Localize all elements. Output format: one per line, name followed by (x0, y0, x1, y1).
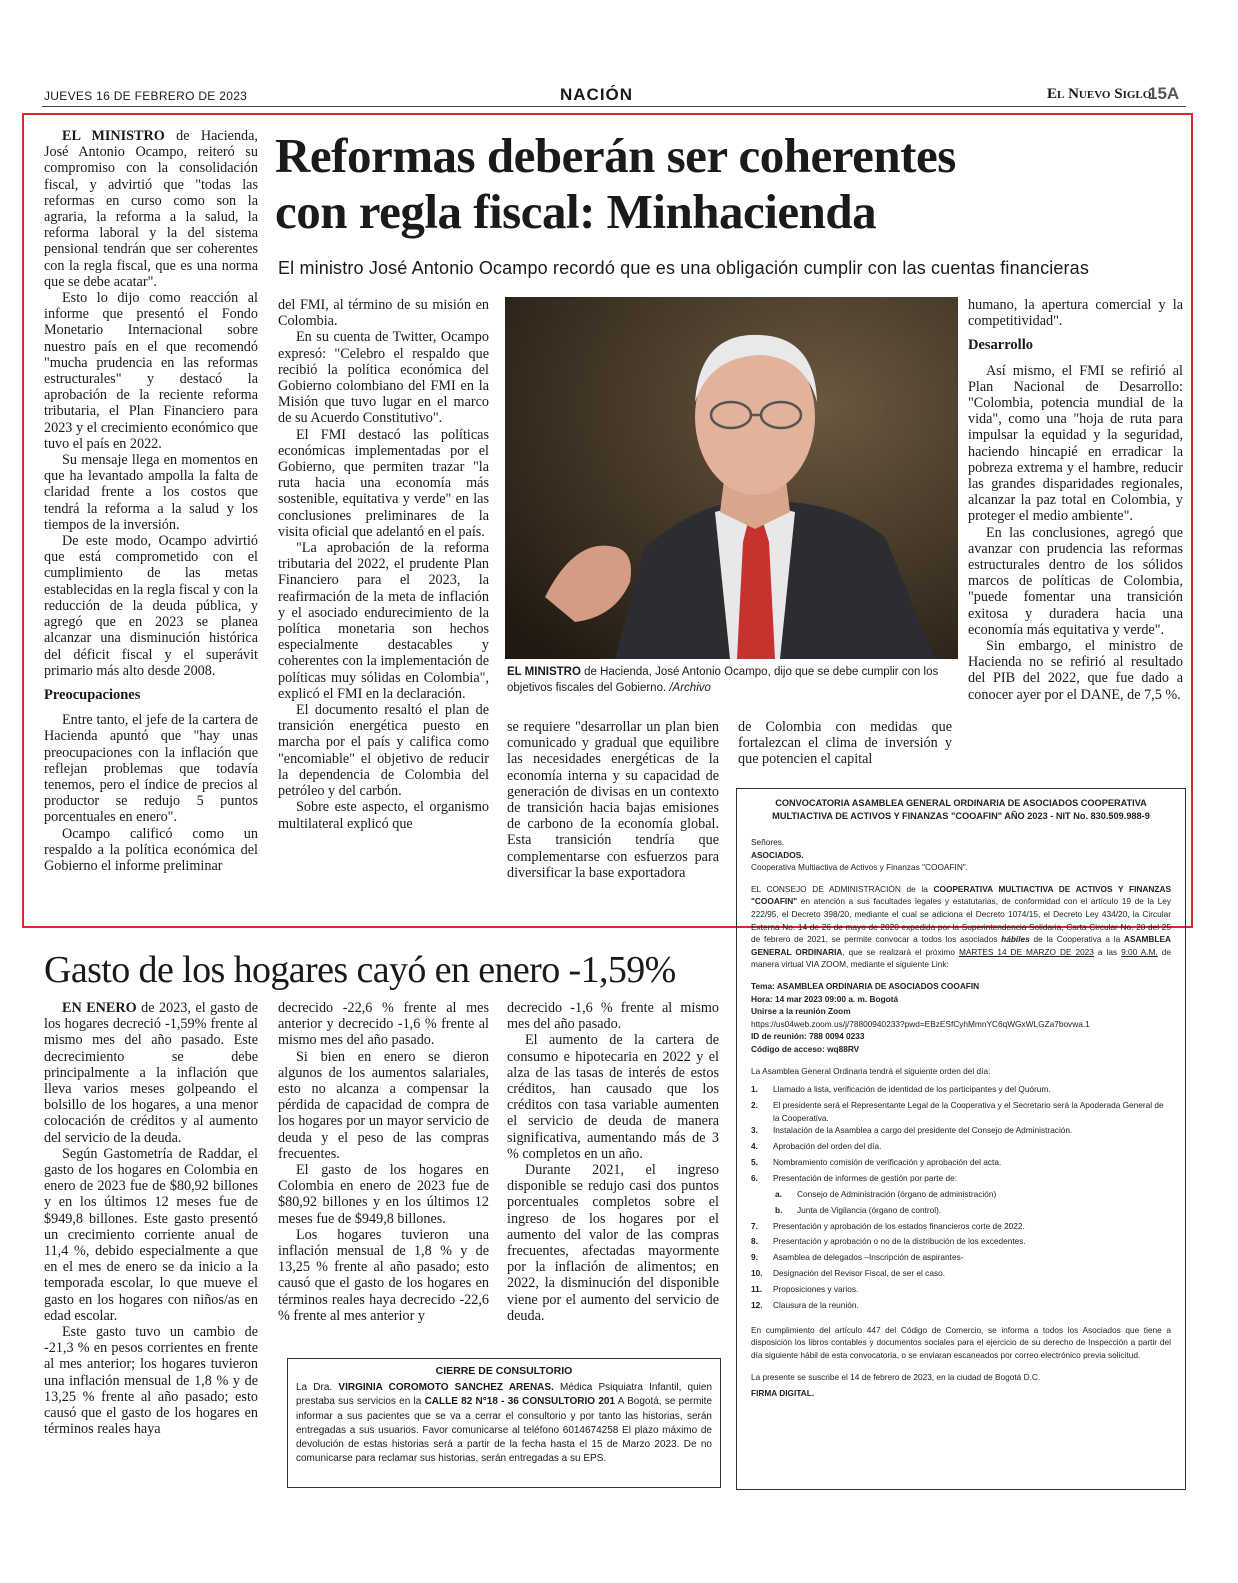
agenda-item-text: Clausura de la reunión. (773, 1299, 859, 1310)
agenda-item-text: Designación del Revisor Fiscal, de ser el caso. (773, 1268, 946, 1279)
photo-caption: EL MINISTRO de Hacienda, José Antonio Ocampo, dijo que se debe cumplir con los objetivos fiscales del Gobierno. /Archivo (507, 666, 939, 694)
agenda-item-number: 2. (751, 1099, 758, 1110)
agenda-item (751, 1220, 1171, 1236)
agenda-item-text: Instalación de la Asamblea a cargo del presidente del Consejo de Administración. (773, 1125, 1073, 1136)
agenda-item (751, 1188, 1171, 1204)
agenda-item-number: 1. (751, 1084, 758, 1095)
agenda-item (751, 1156, 1171, 1172)
agenda-item-text: Llamado a lista, verificación de identidad de los participantes y del Quórum. (773, 1084, 1051, 1095)
article-column-5: humano, la apertura comercial y la competitividad". Desarrollo Así mismo, el FMI se refirió al Plan Nacional de Desarrollo: "Colombia, potencia mundial de la vida", como una "hoja de ruta para impulsar la equidad y la seguridad, haciendo hincapié en erradicar la pobreza extrema y el hambre, reducir las grandes disparidades regionales, alcanzar la paz total en Colombia, y proteger el medio ambiente". En las conclusiones, agregó que avanzar con prudencia las reformas estructurales dentro de los sólidos marcos de políticas de Colombia, "puede fomentar una transición exitosa y duradera hacia una economía más equitativa y verde". Sin embargo, el ministro de Hacienda no se refirió al resultado del PIB del 2022, que fue dado a conocer ayer por el DANE, de 7,5 %. (968, 297, 1183, 703)
agenda-item (751, 1099, 1171, 1124)
article2-column-2: decrecido -22,6 % frente al mes anterior y decrecido -1,6 % frente al mismo mes del año pasado. Si bien en enero se dieron algunos de los aumentos salariales, esto no alcanza a compensar la pérdida de capacidad de compra de los hogares por un mayor servicio de deuda y el peso de las compras frecuentes. El gasto de los hogares en Colombia en enero de 2023 fue de $80,92 billones y en los últimos 12 meses fue de $949,8 billones. Los hogares tuvieron una inflación mensual de 1,8 % y de 13,25 % frente al año pasado; esto causó que el gasto de los hogares en términos reales haya decrecido -22,6 % frente al mes anterior y (278, 1000, 489, 1324)
article2-headline: Gasto de los hogares cayó en enero -1,59% (44, 949, 676, 991)
article-column-1: EL MINISTRO de Hacienda, José Antonio Ocampo, reiteró su compromiso con la consolidación fiscal, y advirtió que "todas las reformas en curso como son la agraria, la reforma a la salud, la reforma laboral y la del sistema pensional tendrán que ser coherentes con la regla fiscal, que es una norma que se debe acatar". Esto lo dijo como reacción al informe que presentó el Fondo Monetario Internacional sobre nuestro país en el que recomendó "mucha prudencia en las reformas estructurales" y destacó la aprobación de la reciente reforma tributaria, el Plan Financiero para 2023 y el crecimiento económico que tuvo el país en 2022. Su mensaje llega en momentos en que ha levantado ampolla la falta de claridad frente a los costos que tendrá la reforma a la salud y los tiempos de la inversión. De este modo, Ocampo advirtió que está comprometido con el cumplimiento de las metas establecidas en la regla fiscal y con la reducción de la deuda pública, y agregó que en 2023 se planea alcanzar una disminución histórica del déficit fiscal y el superávit primario más alto desde 2008. Preocupaciones Entre tanto, el jefe de la cartera de Hacienda apuntó que "hay unas preocupaciones con la inflación que reflejan problemas que todavía tenemos, pero el índice de precios al productor se redujo 5 puntos porcentuales en enero". Ocampo calificó como un respaldo a la política económica del Gobierno el informe preliminar (44, 128, 258, 874)
subheading: Preocupaciones (44, 686, 141, 703)
agenda-item-number: 10. (751, 1268, 763, 1279)
agenda-item-number: 11. (751, 1284, 763, 1295)
agenda-item (751, 1251, 1171, 1267)
consultorio-notice: CIERRE DE CONSULTORIO La Dra. VIRGINIA COROMOTO SANCHEZ ARENAS. Médica Psiquiatra Infantil, quien prestaba sus servicios en la CALLE 82 N°18 - 36 CONSULTORIO 201 A Bogotá, se permite informar a sus pacientes que se va a cerrar el consultorio y por tanto las historias, serán entregadas a sus usuarios. Favor comunicarse al teléfono 6014674258 El plazo máximo de devolución de estas historias será a partir de la fecha hasta el 15 de Marzo 2023. De no comunicarse para reclamar sus historias, serán entregadas a su EPS. (287, 1358, 721, 1488)
agenda-item-text: Nombramiento comisión de verificación y aprobación del acta. (773, 1156, 1002, 1167)
article2-column-3: decrecido -1,6 % frente al mismo mes del año pasado. El aumento de la cartera de consumo e hipotecaria en 2022 y el alza de las tasas de interés de estos créditos, han causado que los créditos con tasa variable aumenten el servicio de deuda de manera significativa, aumentando más de 3 % completos en un año. Durante 2021, el ingreso disponible se redujo casi dos puntos porcentuales completos sobre el ingreso de los hogares por el aumento del valor de las compras frecuentes, afectadas mayormente por la inflación de alimentos; en 2022, la disminución del disponible viene por el aumento del servicio de deuda. (507, 1000, 719, 1324)
minister-photo (505, 297, 958, 659)
article-column-3: se requiere "desarrollar un plan bien comunicado y gradual que equilibre las necesidades energéticas de la economía interna y su capacidad de generación de divisas en un contexto de transición hacia bajas emisiones de carbono de la economía global. Esta transición tendría que complementarse con esfuerzos para diversificar la base exportadora (507, 719, 719, 881)
agenda-item (751, 1235, 1171, 1251)
zoom-link[interactable]: https://us04web.zoom.us/j/78800940233?pwd=EBzESfCyhMmnYC6qWGxWLGZa7bovwa.1 (751, 1018, 1090, 1029)
agenda-item-number: 8. (751, 1236, 758, 1247)
agenda-item-text: Presentación de informes de gestión por parte de: (773, 1172, 958, 1183)
agenda-item (751, 1283, 1171, 1299)
agenda-list (751, 1083, 1171, 1315)
agenda-item (751, 1267, 1171, 1283)
agenda-item-number: 5. (751, 1156, 758, 1167)
agenda-item-text: Consejo de Administración (órgano de administración) (797, 1188, 997, 1199)
agenda-item-number: a. (775, 1188, 782, 1199)
agenda-item (751, 1172, 1171, 1188)
agenda-item-number: 3. (751, 1125, 758, 1136)
agenda-item-text: El presidente será el Representante Legal de la Cooperativa y el Secretario será la Apoderada General de la Cooperativa. (773, 1099, 1164, 1123)
agenda-item (751, 1124, 1171, 1140)
agenda-item-number: 9. (751, 1252, 758, 1263)
article-subheadline: El ministro José Antonio Ocampo recordó que es una obligación cumplir con las cuentas financieras (278, 258, 1089, 278)
agenda-item-text: Asamblea de delegados –Inscripción de aspirantes- (773, 1252, 964, 1263)
agenda-item-text: Presentación y aprobación o no de la distribución de los excedentes. (773, 1236, 1026, 1247)
agenda-item (751, 1083, 1171, 1099)
agenda-item-text: Junta de Vigilancia (órgano de control). (797, 1204, 942, 1215)
article2-column-1: EN ENERO de 2023, el gasto de los hogares decreció -1,59% frente al mismo mes del año pasado. Este decrecimiento se debe principalmente a la inflación que lleva varios meses golpeando el bolsillo de los hogares, a una menor colocación de créditos y al aumento del servicio de la deuda. Según Gastometría de Raddar, el gasto de los hogares en Colombia en enero de 2023 fue de $80,92 billones y en los últimos 12 meses fue de $949,8 billones. Este gasto presentó un crecimiento corriente anual de 11,4 %, debido especialmente a que en el mes de enero se da inicio a la temporada escolar, lo que mueve el gasto en los hogares con niños/as en edad escolar. Este gasto tuvo un cambio de -21,3 % en pesos corrientes en frente al mes anterior; los hogares tuvieron una inflación mensual de 1,8 % y de 13,25 % frente al año pasado; esto causó que el gasto de los hogares en términos reales haya (44, 1000, 258, 1438)
agenda-item-text: Aprobación del orden del día. (773, 1141, 882, 1152)
agenda-item-number: b. (775, 1204, 783, 1215)
agenda-item-text: Presentación y aprobación de los estados financieros corte de 2022. (773, 1220, 1025, 1231)
agenda-item (751, 1204, 1171, 1220)
article-headline: Reformas deberán ser coherentes con regla fiscal: Minhacienda (275, 128, 956, 239)
agenda-item-number: 12. (751, 1299, 763, 1310)
agenda-item-number: 6. (751, 1172, 758, 1183)
newspaper-name: El Nuevo Siglo (1047, 86, 1152, 102)
agenda-item-number: 4. (751, 1141, 758, 1152)
agenda-item-number: 7. (751, 1220, 758, 1231)
subheading: Desarrollo (968, 337, 1033, 354)
assembly-notice-ad: CONVOCATORIA ASAMBLEA GENERAL ORDINARIA DE ASOCIADOS COOPERATIVA MULTIACTIVA DE ACTIVOS Y FINANZAS "COOAFIN" AÑO 2023 - NIT No. 830.509.988-9 Señores. ASOCIADOS. Cooperativa Multiactiva de Activos y Finanzas "COOAFIN". EL CONSEJO DE ADMINISTRACIÓN de la COOPERATIVA MULTIACTIVA DE ACTIVOS Y FINANZAS "COOAFIN" en atención a sus facultades legales y estatutarias, de conformidad con el artículo 19 de la Ley 222/95, el Decreto 398/20, mediante el cual se adiciona el Decreto 1074/15, el Decreto Ley 434/20, la Circular Externa No. 14 de 26 de mayo de 2020 expedida por la Superintendencia Solidaria, Carta Circular No. 20 del 25 de febrero de 2021, se permite convocar a todos los asociados hábiles de la Cooperativa a la ASAMBLEA GENERAL ORDINARIA, que se realizará el próximo MARTES 14 DE MARZO DE 2023 a las 9:00 A.M. de manera virtual VIA ZOOM, mediante el siguiente Link: Tema: ASAMBLEA ORDINARIA DE ASOCIADOS COOAFIN Hora: 14 mar 2023 09:00 a. m. Bogotá Unirse a la reunión Zoom https://us04web.zoom.us/j/78800940233?pwd=EBzESfCyhMmnYC6qWGxWLGZa7bovwa.1 ID de reunión: 788 0094 0233 Código de acceso: wq88RV La Asamblea General Ordinaria tendrá el siguiente orden del día: 1. Llamado a lista, verificación de identidad de los participantes y del Quórum. 2. El presidente será el Representante Legal de la Cooperativa y el Secretario será la Apoderada General de la Cooperativa. 3. Instalación de la Asamblea a cargo del presidente del Consejo de Administración. 4. Aprobación del orden del día. 5. Nombramiento comisión de verificación y aprobación del acta. 6. Presentación de informes de gestión por parte de: a. Consejo de Administración (órgano de administración) b. Junta de Vigilancia (órgano de control). 7. Presentación y aprobación de los estados financieros corte de 2022. 8. Presentación y aprobación o no de la distribución de los excedentes. 9. Asamblea de delegados –Inscripción de aspirantes- 10. Designación del Revisor Fiscal, de ser el caso. 11. Proposiciones y varios. 12. Clausura de la reunión. En cumplimiento del artículo 447 del Código de Comercio, se informa a todos los Asociados que tiene a disposición los libros contables y documentos sociales para el ejercicio de su derecho de Inspección a partir del día siguiente hábil de esta convocatoria, o se enviaran escaneados por correo electrónico previa solicitud. La presente se suscribe el 14 de febrero de 2023, en la ciudad de Bogotá D.C. FIRMA DIGITAL. (736, 788, 1186, 1490)
agenda-item-text: Proposiciones y varios. (773, 1284, 859, 1295)
header-rule (42, 106, 1186, 107)
agenda-item (751, 1140, 1171, 1156)
page-number: 15A (1148, 84, 1180, 103)
article-column-2: del FMI, al término de su misión en Colombia. En su cuenta de Twitter, Ocampo expresó: "Celebro el respaldo que recibió la política económica del Gobierno colombiano del FMI en la Misión que tuvo lugar en el marco de su Acuerdo Constitutivo". El FMI destacó las políticas económicas implementadas por el Gobierno, que permiten trazar "la ruta hacia una economía más sostenible, equitativa y verde" en las conclusiones preliminares de la visita oficial que adelantó en el país. "La aprobación de la reforma tributaria del 2022, el prudente Plan Financiero para el 2023, la reafirmación de la meta de inflación y el asociado endurecimiento de la política monetaria son hechos especialmente destacables y coherentes con la implementación de políticas muy sólidas en Colombia", explicó el FMI en la declaración. El documento resaltó el plan de transición energética puesto en marcha por el país y califica como "encomiable" el objetivo de reducir la dependencia de Colombia del petróleo y del carbón. Sobre este aspecto, el organismo multilateral explicó que (278, 297, 489, 832)
section-title: NACIÓN (560, 85, 634, 104)
header-date: JUEVES 16 DE FEBRERO DE 2023 (44, 89, 248, 103)
agenda-item (751, 1299, 1171, 1315)
article-column-4: de Colombia con medidas que fortalezcan el clima de inversión y que potencien el capital (738, 719, 952, 768)
